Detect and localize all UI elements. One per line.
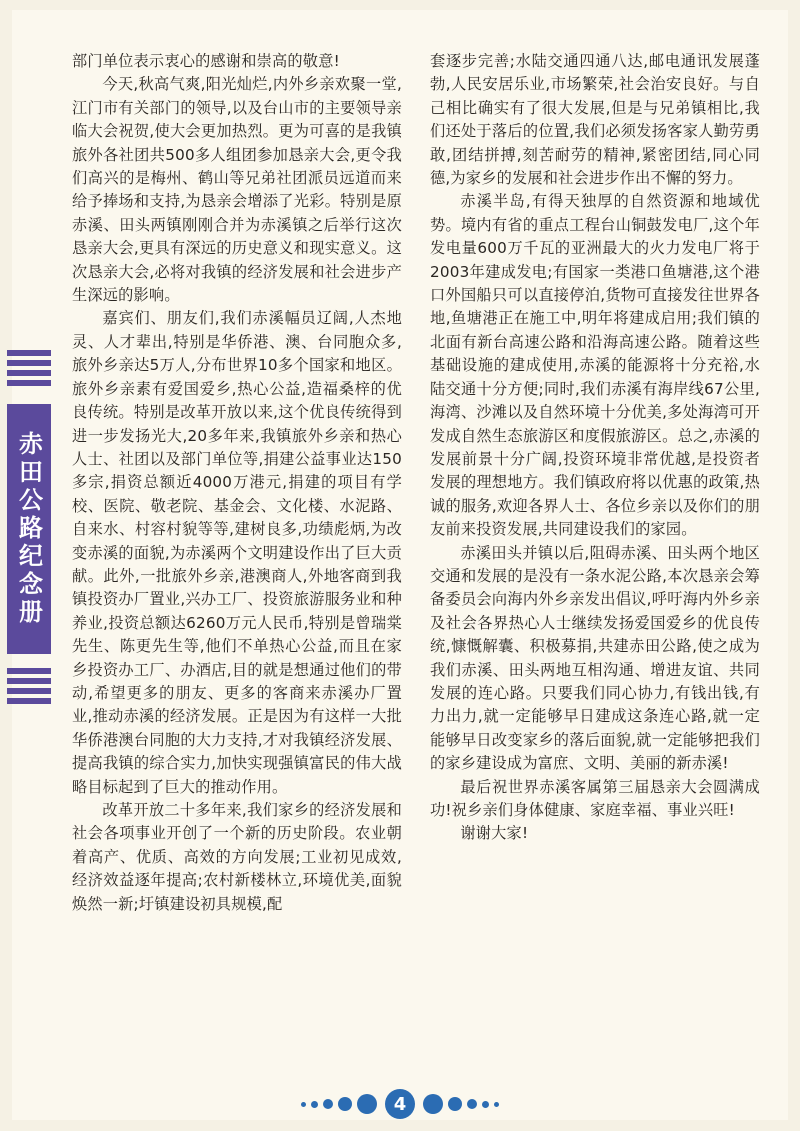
right-text-column	[430, 50, 760, 846]
side-tab-title: 赤田公路纪念册	[7, 404, 51, 654]
paragraph: 部门单位表示衷心的感谢和崇高的敬意!	[72, 52, 340, 70]
ornament-dot	[494, 1102, 499, 1107]
ornament-dot	[311, 1101, 318, 1108]
side-tab	[7, 350, 51, 710]
paragraph: 谢谢大家!	[460, 824, 529, 843]
ornament-dot	[301, 1102, 306, 1107]
ornament-dot	[338, 1097, 352, 1111]
paragraph: 今天,秋高气爽,阳光灿烂,内外乡亲欢聚一堂,江门市有关部门的领导,以及台山市的主要领导亲临大会祝贺,使大会更加热烈。更为可喜的是我镇旅外各社团共500多人组团参加恳亲大会,更令我们高兴的是梅州、鹤山等兄弟社团派员远道而来给予捧场和支持,为恳亲会增添了光彩。特别是原赤溪、田头两镇刚刚合并为赤溪镇之后举行这次恳亲大会,更具有深远的历史意义和现实意义。这次恳亲大会,必将对我镇的经济发展和社会进步产生深远的影响。	[72, 75, 402, 305]
ornament-dot	[423, 1094, 443, 1114]
paragraph: 嘉宾们、朋友们,我们赤溪幅员辽阔,人杰地灵、人才辈出,特别是华侨港、澳、台同胞众多,旅外乡亲达5万人,分布世界10多个国家和地区。旅外乡亲素有爱国爱乡,热心公益,造福桑梓的优良传统。特别是改革开放以来,这个优良传统得到进一步发扬光大,20多年来,我镇旅外乡亲和热心人士、社团以及部门单位等,捐建公益事业达150多宗,捐资总额近4000万港元,捐建的项目有学校、医院、敬老院、基金会、文化楼、水泥路、自来水、村容村貌等等,建树良多,功绩彪炳,为改变赤溪的面貌,为赤溪两个文明建设作出了巨大贡献。此外,一批旅外乡亲,港澳商人,外地客商到我镇投资办厂置业,兴办工厂、投资旅游服务业和种养业,投资总额达6260万元人民币,特别是曾瑞棠先生、陈更先生等,他们不单热心公益,而且在家乡投资办工厂、办酒店,目的就是想通过他们的带动,希望更多的朋友、更多的客商来赤溪办厂置业,推动赤溪的经济发展。正是因为有这样一大批华侨港澳台同胞的大力支持,才对我镇经济发展、提高我镇的综合实力,加快实现强镇富民的伟大战略目标起到了巨大的推动作用。	[72, 309, 402, 796]
side-tab-stripes-top	[7, 350, 51, 390]
page-number: 4	[385, 1089, 415, 1119]
ornament-dot	[467, 1099, 477, 1109]
ornament-dot	[482, 1101, 489, 1108]
page-number-ornament	[0, 1086, 800, 1122]
paragraph: 赤溪半岛,有得天独厚的自然资源和地域优势。境内有省的重点工程台山铜鼓发电厂,这个年发电量600万千瓦的亚洲最大的火力发电厂将于2003年建成发电;有国家一类港口鱼塘港,这个港口外国船只可以直接停泊,货物可直接发往世界各地,鱼塘港正在施工中,明年将建成启用;我们镇的北面有新台高速公路和沿海高速公路。随着这些基础设施的建成使用,赤溪的能源将十分充裕,水陆交通十分方便;同时,我们赤溪有海岸线67公里,海湾、沙滩以及自然环境十分优美,多处海湾可开发成自然生态旅游区和度假旅游区。总之,赤溪的发展前景十分广阔,投资环境非常优越,是投资者发展的理想地方。我们镇政府将以优惠的政策,热诚的服务,欢迎各界人士、各位乡亲以及你们的朋友前来投资发展,共同建设我们的家园。	[430, 192, 760, 539]
paragraph: 改革开放二十多年来,我们家乡的经济发展和社会各项事业开创了一个新的历史阶段。农业朝着高产、优质、高效的方向发展;工业初见成效,经济效益逐年提高;农村新楼林立,环境优美,面貌焕然一新;圩镇建设初具规模,配	[72, 801, 402, 913]
paragraph: 套逐步完善;水陆交通四通八达,邮电通讯发展蓬勃,人民安居乐业,市场繁荣,社会治安良好。与自己相比确实有了很大发展,但是与兄弟镇相比,我们还处于落后的位置,我们必须发扬客家人勤劳勇敢,团结拼搏,刻苦耐劳的精神,紧密团结,同心同德,为家乡的发展和社会进步作出不懈的努力。	[430, 52, 760, 188]
ornament-dot	[323, 1099, 333, 1109]
side-tab-stripes-bottom	[7, 668, 51, 708]
paragraph: 赤溪田头并镇以后,阻碍赤溪、田头两个地区交通和发展的是没有一条水泥公路,本次恳亲会筹备委员会向海内外乡亲发出倡议,呼吁海内外乡亲及社会各界热心人士继续发扬爱国爱乡的优良传统,慷慨解囊、积极募捐,共建赤田公路,使之成为我们赤溪、田头两地互相沟通、增进友谊、共同发展的连心路。只要我们同心协力,有钱出钱,有力出力,就一定能够早日建成这条连心路,就一定能够早日改变家乡的落后面貌,就一定能够把我们的家乡建设成为富庶、文明、美丽的新赤溪!	[430, 543, 760, 773]
ornament-dot	[357, 1094, 377, 1114]
paragraph: 最后祝世界赤溪客属第三届恳亲大会圆满成功!祝乡亲们身体健康、家庭幸福、事业兴旺!	[430, 777, 760, 819]
left-text-column	[72, 50, 402, 916]
ornament-dot	[448, 1097, 462, 1111]
